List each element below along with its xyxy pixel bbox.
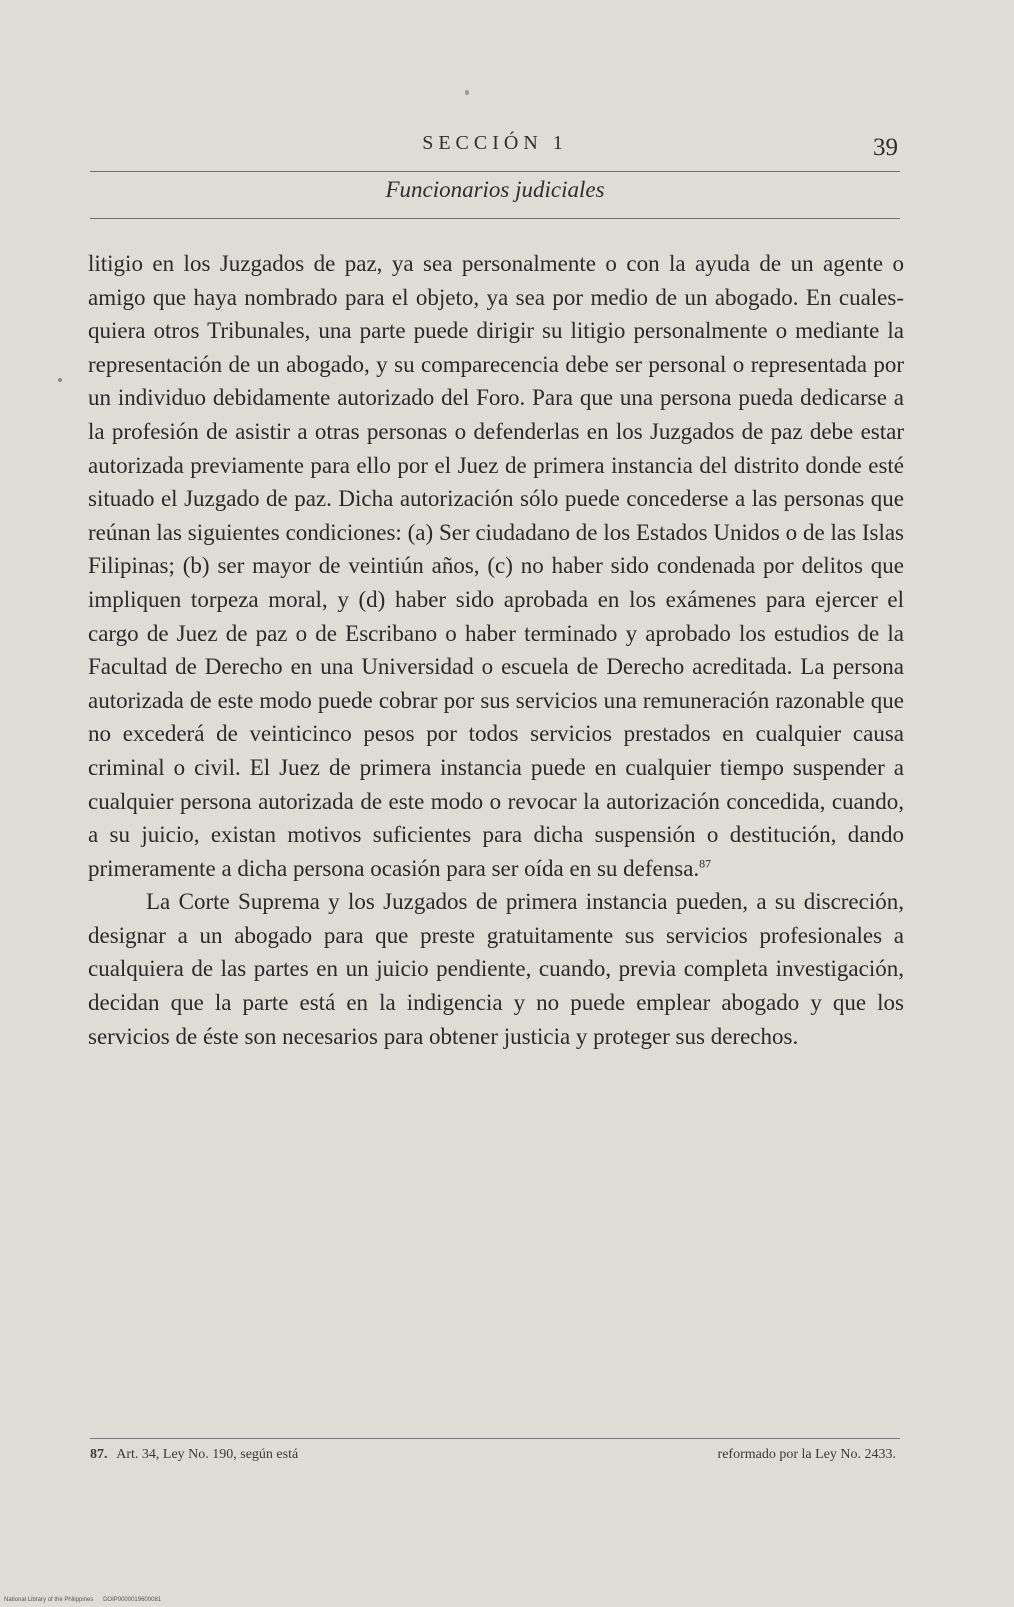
header-rule-top — [90, 171, 900, 172]
footnote-number: 87. — [90, 1447, 108, 1462]
footnote-rule — [90, 1438, 900, 1439]
scan-speck — [465, 90, 469, 95]
paragraph-text: litigio en los Juzgados de paz, ya sea personalmente o con la ayuda de un agente o amigo que haya nombrado para el objeto, ya sea por medio de un abogado. En cualesquiera otros Tribunales, una parte puede dirigir su litigio personalmente o mediante la representación de un abogado, y su comparecencia debe ser personal o representada por un individuo debidamente autorizado del Foro. Para que una persona pueda dedicarse a la profesión de asistir a otras personas o defenderlas en los Juzgados de paz debe estar autorizada previamente para ello por el Juez de primera instancia del distrito donde esté situado el Juzgado de paz. Dicha autorización sólo puede concederse a las personas que reúnan las siguientes condiciones: (a) Ser ciudadano de los Estados Unidos o de las Islas Filipinas; (b) ser mayor de veintiún años, (c) no haber sido condenada por delitos que impliquen torpeza moral, y (d) haber sido aprobada en los exámenes para ejercer el cargo de Juez de paz o de Escribano o haber terminado y aprobado los estudios de la Facultad de Derecho en una Universidad o escuela de Derecho acreditada. La persona autorizada de este modo puede cobrar por sus servicios una remuneración razonable que no excederá de veinticinco pesos por todos servicios prestados en cualquier causa criminal o civil. El Juez de primera instancia puede en cualquier tiempo suspender a cualquier persona autorizada de este modo o revocar la autorización concedida, cuando, a su juicio, existan motivos suficientes para dicha suspensión o destitución, dando primeramente a dicha persona ocasión para ser oída en su defensa. — [88, 251, 904, 881]
scan-library: National Library of the Philippines — [4, 1597, 94, 1603]
footnote — [90, 1447, 900, 1463]
scan-code: DOIP0000019600081 — [103, 1597, 162, 1603]
header-rule-bottom — [90, 218, 900, 219]
body-text — [88, 247, 904, 1053]
footnote-reference: 87 — [699, 856, 712, 871]
page-number: 39 — [873, 134, 898, 161]
footnote-text-continued: reformado por la Ley No. 2433. — [717, 1447, 896, 1462]
scan-credit — [4, 1597, 169, 1603]
footnote-text: Art. 34, Ley No. 190, según está — [116, 1447, 299, 1462]
margin-speck — [58, 378, 62, 382]
paragraph-continued — [88, 247, 904, 885]
page-subtitle: Funcionarios judiciales — [385, 177, 605, 202]
section-title: SECCIÓN 1 — [422, 132, 568, 154]
running-head — [90, 130, 900, 170]
paragraph: La Corte Suprema y los Juzgados de primera instancia pueden, a su discreción, designar a un abogado para que preste gratuitamente sus servicios profesionales a cualquiera de las partes en un juicio pendiente, cuando, previa completa investigación, decidan que la parte está en la indigencia y no puede emplear abogado y que los servicios de éste son necesarios para obtener justicia y proteger sus derechos. — [88, 889, 904, 1049]
